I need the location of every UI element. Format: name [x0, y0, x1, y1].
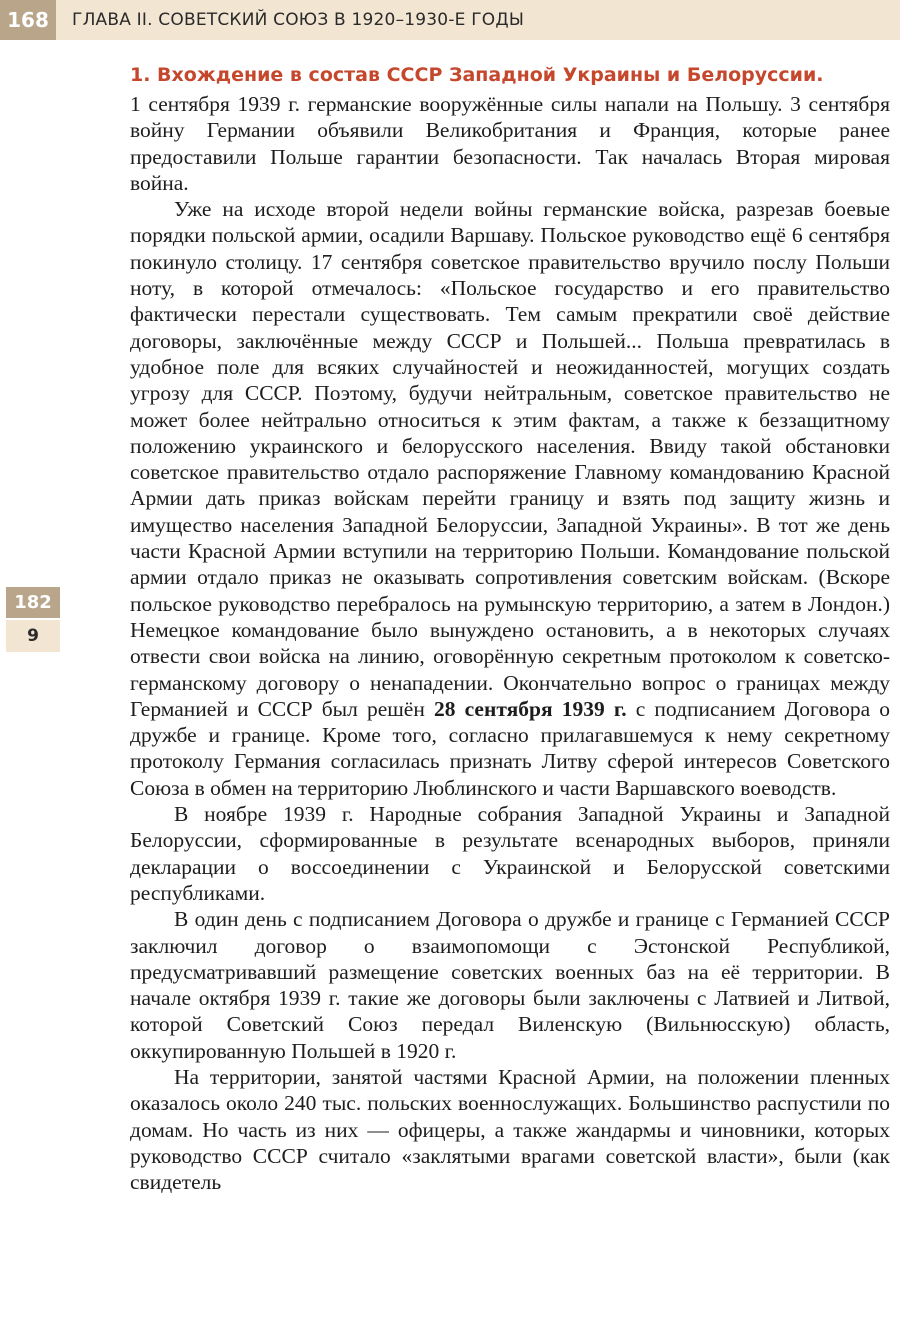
paragraph-text: с подписанием Договора о дружбе и границе. Кроме того, согласно прилагавшемуся к нему секретному протоколу Германия согласилась признать Литву сферой интересов Советского Союза в обмен на территорию Люблинского и части Варшавского воеводств. [130, 696, 890, 800]
bold-date: 28 сентября 1939 г. [433, 696, 627, 721]
page-header [0, 0, 900, 40]
paragraph: 1 сентября 1939 г. германские вооружённые силы напали на Польшу. 3 сентября войну Германии объявили Великобритания и Франция, которые ранее предоставили Польше гарантии безопасности. Так началась Вторая мировая война. [130, 92, 890, 195]
chapter-title: ГЛАВА II. СОВЕТСКИЙ СОЮЗ В 1920–1930-Е ГОДЫ [72, 10, 525, 30]
page-number: 168 [0, 0, 56, 40]
side-tab-page-ref: 182 [6, 587, 60, 618]
side-tab-grade: 9 [6, 620, 60, 652]
text-body [130, 64, 890, 1195]
section-heading: 1. Вхождение в состав СССР Западной Украины и Белоруссии. [130, 64, 824, 86]
paragraph: В ноябре 1939 г. Народные собрания Западной Украины и Западной Белоруссии, сформированные в результате всенародных выборов, приняли декларации о воссоединении с Украинской и Белорусской советскими республиками. [130, 802, 890, 905]
paragraph-text: Уже на исходе второй недели войны германские войска, разрезав боевые порядки польской армии, осадили Варшаву. Польское руководство ещё 6 сентября покинуло столицу. 17 сентября советское правительство вручило послу Польши ноту, в которой отмечалось: «Польское государство и его правительство фактически перестали существовать. Тем самым прекратили своё действие договоры, заключённые между СССР и Польшей... Польша превратилась в удобное поле для всяких случайностей и неожиданностей, могущих создать угрозу для СССР. Поэтому, будучи нейтральным, советское правительство не может более нейтрально относиться к этим фактам, а также к беззащитному положению украинского и белорусского населения. Ввиду такой обстановки советское правительство отдало распоряжение Главному командованию Красной Армии дать приказ войскам перейти границу и взять под защиту жизнь и имущество населения Западной Белоруссии, Западной Украины». В тот же день части Красной Армии вступили на территорию Польши. Командование польской армии отдало приказ не оказывать сопротивления советским войскам. (Вскоре польское руководство перебралось на румынскую территорию, а затем в Лондон.) Немецкое командование было вынуждено остановить, а в некоторых случаях отвести свои войска на линию, оговорённую секретным протоколом к советско-германскому договору о ненападении. Окончательно вопрос о границах между Германией и СССР был решён [130, 197, 890, 721]
paragraph: В один день с подписанием Договора о дружбе и границе с Германией СССР заключил договор о взаимопомощи с Эстонской Республикой, предусматривавший размещение советских военных баз на её территории. В начале октября 1939 г. такие же договоры были заключены с Латвией и Литвой, которой Советский Союз передал Виленскую (Вильнюсскую) область, оккупированную Польшей в 1920 г. [130, 907, 890, 1063]
paragraph: На территории, занятой частями Красной Армии, на положении пленных оказалось около 240 тыс. польских военнослужащих. Большинство распустили по домам. Но часть из них — офицеры, а также жандармы и чиновники, которых руководство СССР считало «заклятыми врагами советской власти», были (как свидетель [130, 1064, 890, 1195]
paragraph [130, 196, 890, 801]
